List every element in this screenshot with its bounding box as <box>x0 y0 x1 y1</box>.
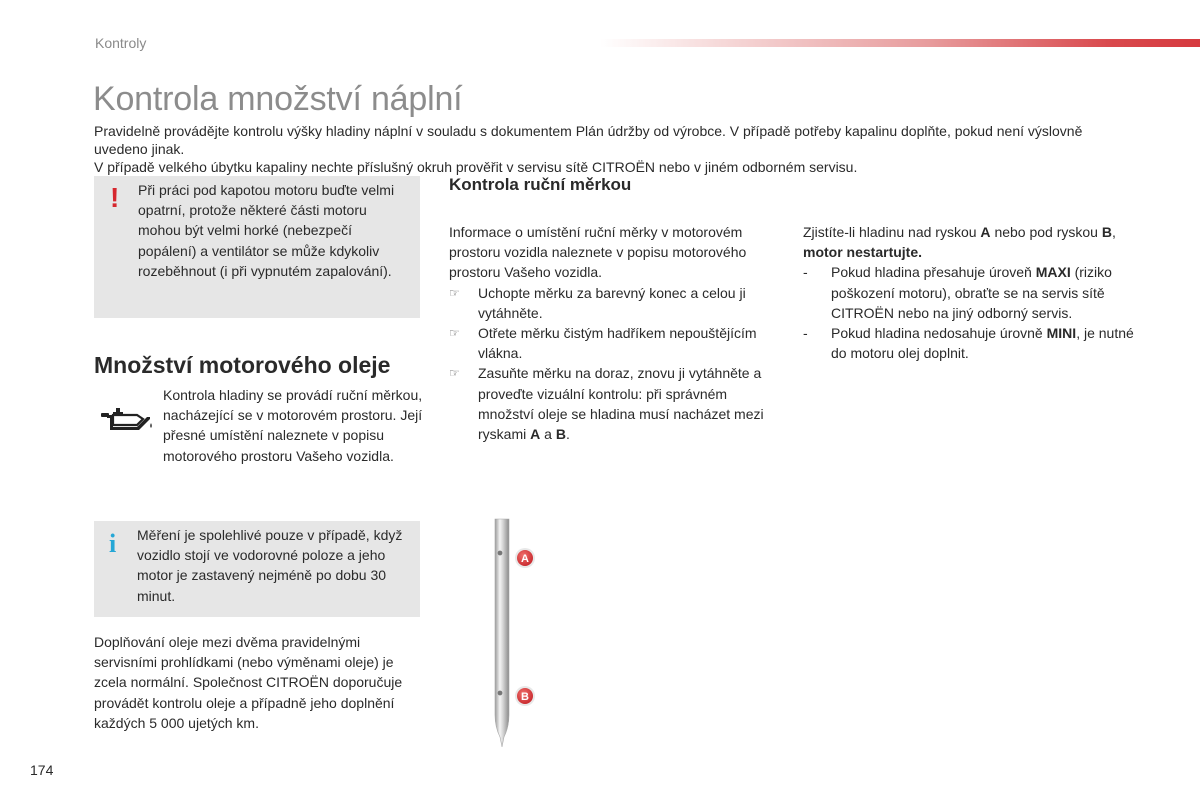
marker-b-label: B <box>521 691 529 703</box>
info-icon: i <box>109 529 117 558</box>
dipstick-intro: Informace o umístění ruční měrky v motorovém prostoru vozidla naleznete v popisu motorového prostoru Vašeho vozidla. <box>449 224 747 281</box>
page-title: Kontrola množství náplní <box>93 80 463 118</box>
info-box <box>94 521 420 617</box>
dipstick-instructions <box>449 222 779 444</box>
oil-section-text: Kontrola hladiny se provádí ruční měrkou, nacházející se v motorovém prostoru. Její přesné umístění naleznete v popisu motorového prostoru Vašeho vozidla. <box>163 387 423 464</box>
oil-section-heading: Množství motorového oleje <box>94 352 391 378</box>
page-number: 174 <box>30 762 54 778</box>
intro-paragraph-2: V případě velkého úbytku kapaliny nechte příslušný okruh prověřit v servisu sítě CITROËN nebo v jiném odborném servisu. <box>94 159 858 175</box>
warning-icon: ! <box>110 182 120 213</box>
pointing-hand-icon: ☞ <box>449 326 460 341</box>
section-label: Kontroly <box>95 35 147 51</box>
list-item: ☞ Otřete měrku čistým hadříkem nepouštějícím vlákna. <box>449 325 757 362</box>
level-check <box>803 222 1143 363</box>
oil-top-up-paragraph: Doplňování oleje mezi dvěma pravidelnými servisními prohlídkami (nebo výměnami oleje) je zcela normální. Společnost CITROËN doporučuje provádět kontrolu oleje a případně jeho doplnění každých 5 000 ujetých km. <box>94 634 403 731</box>
list-item: ☞ Zasuňte měrku na doraz, znovu ji vytáhněte a proveďte vizuální kontrolu: při správném množství oleje se hladina musí nacházet mezi ryskami A a B. <box>449 365 764 443</box>
list-item: - Pokud hladina přesahuje úroveň MAXI (riziko poškození motoru), obraťte se na servis sítě CITROËN nebo na jiný odborný servis. <box>803 264 1112 321</box>
intro <box>94 122 1134 176</box>
info-text: Měření je spolehlivé pouze v případě, když vozidlo stojí ve vodorovné poloze a jeho motor je zastavený nejméně po dobu 30 minut. <box>137 527 403 604</box>
oil-can-icon <box>99 405 153 433</box>
dipstick-illustration <box>480 515 550 750</box>
marker-a-badge <box>515 548 535 568</box>
marker-b-badge <box>515 686 535 706</box>
warning-box <box>94 176 420 318</box>
header-accent-bar <box>600 39 1200 47</box>
dipstick-heading: Kontrola ruční měrkou <box>449 175 632 194</box>
pointing-hand-icon: ☞ <box>449 285 460 300</box>
pointing-hand-icon: ☞ <box>449 366 460 381</box>
warning-text: Při práci pod kapotou motoru buďte velmi opatrní, protože některé části motoru mohou být velmi horké (nebezpečí popálení) a ventilátor se může kdykoliv rozeběhnout (i při vypnutém zapalování). <box>138 182 395 279</box>
marker-a-label: A <box>521 553 529 565</box>
list-item: - Pokud hladina nedosahuje úrovně MINI, je nutné do motoru olej doplnit. <box>803 325 1134 362</box>
level-check-intro: Zjistíte-li hladinu nad ryskou A nebo pod ryskou B, motor nestartujte. <box>803 224 1116 261</box>
intro-paragraph-1: Pravidelně provádějte kontrolu výšky hladiny náplní v souladu s dokumentem Plán údržby od výrobce. V případě potřeby kapalinu doplňte, pokud není výslovně uvedeno jinak. <box>94 123 1083 157</box>
list-item: ☞ Uchopte měrku za barevný konec a celou ji vytáhněte. <box>449 284 746 321</box>
